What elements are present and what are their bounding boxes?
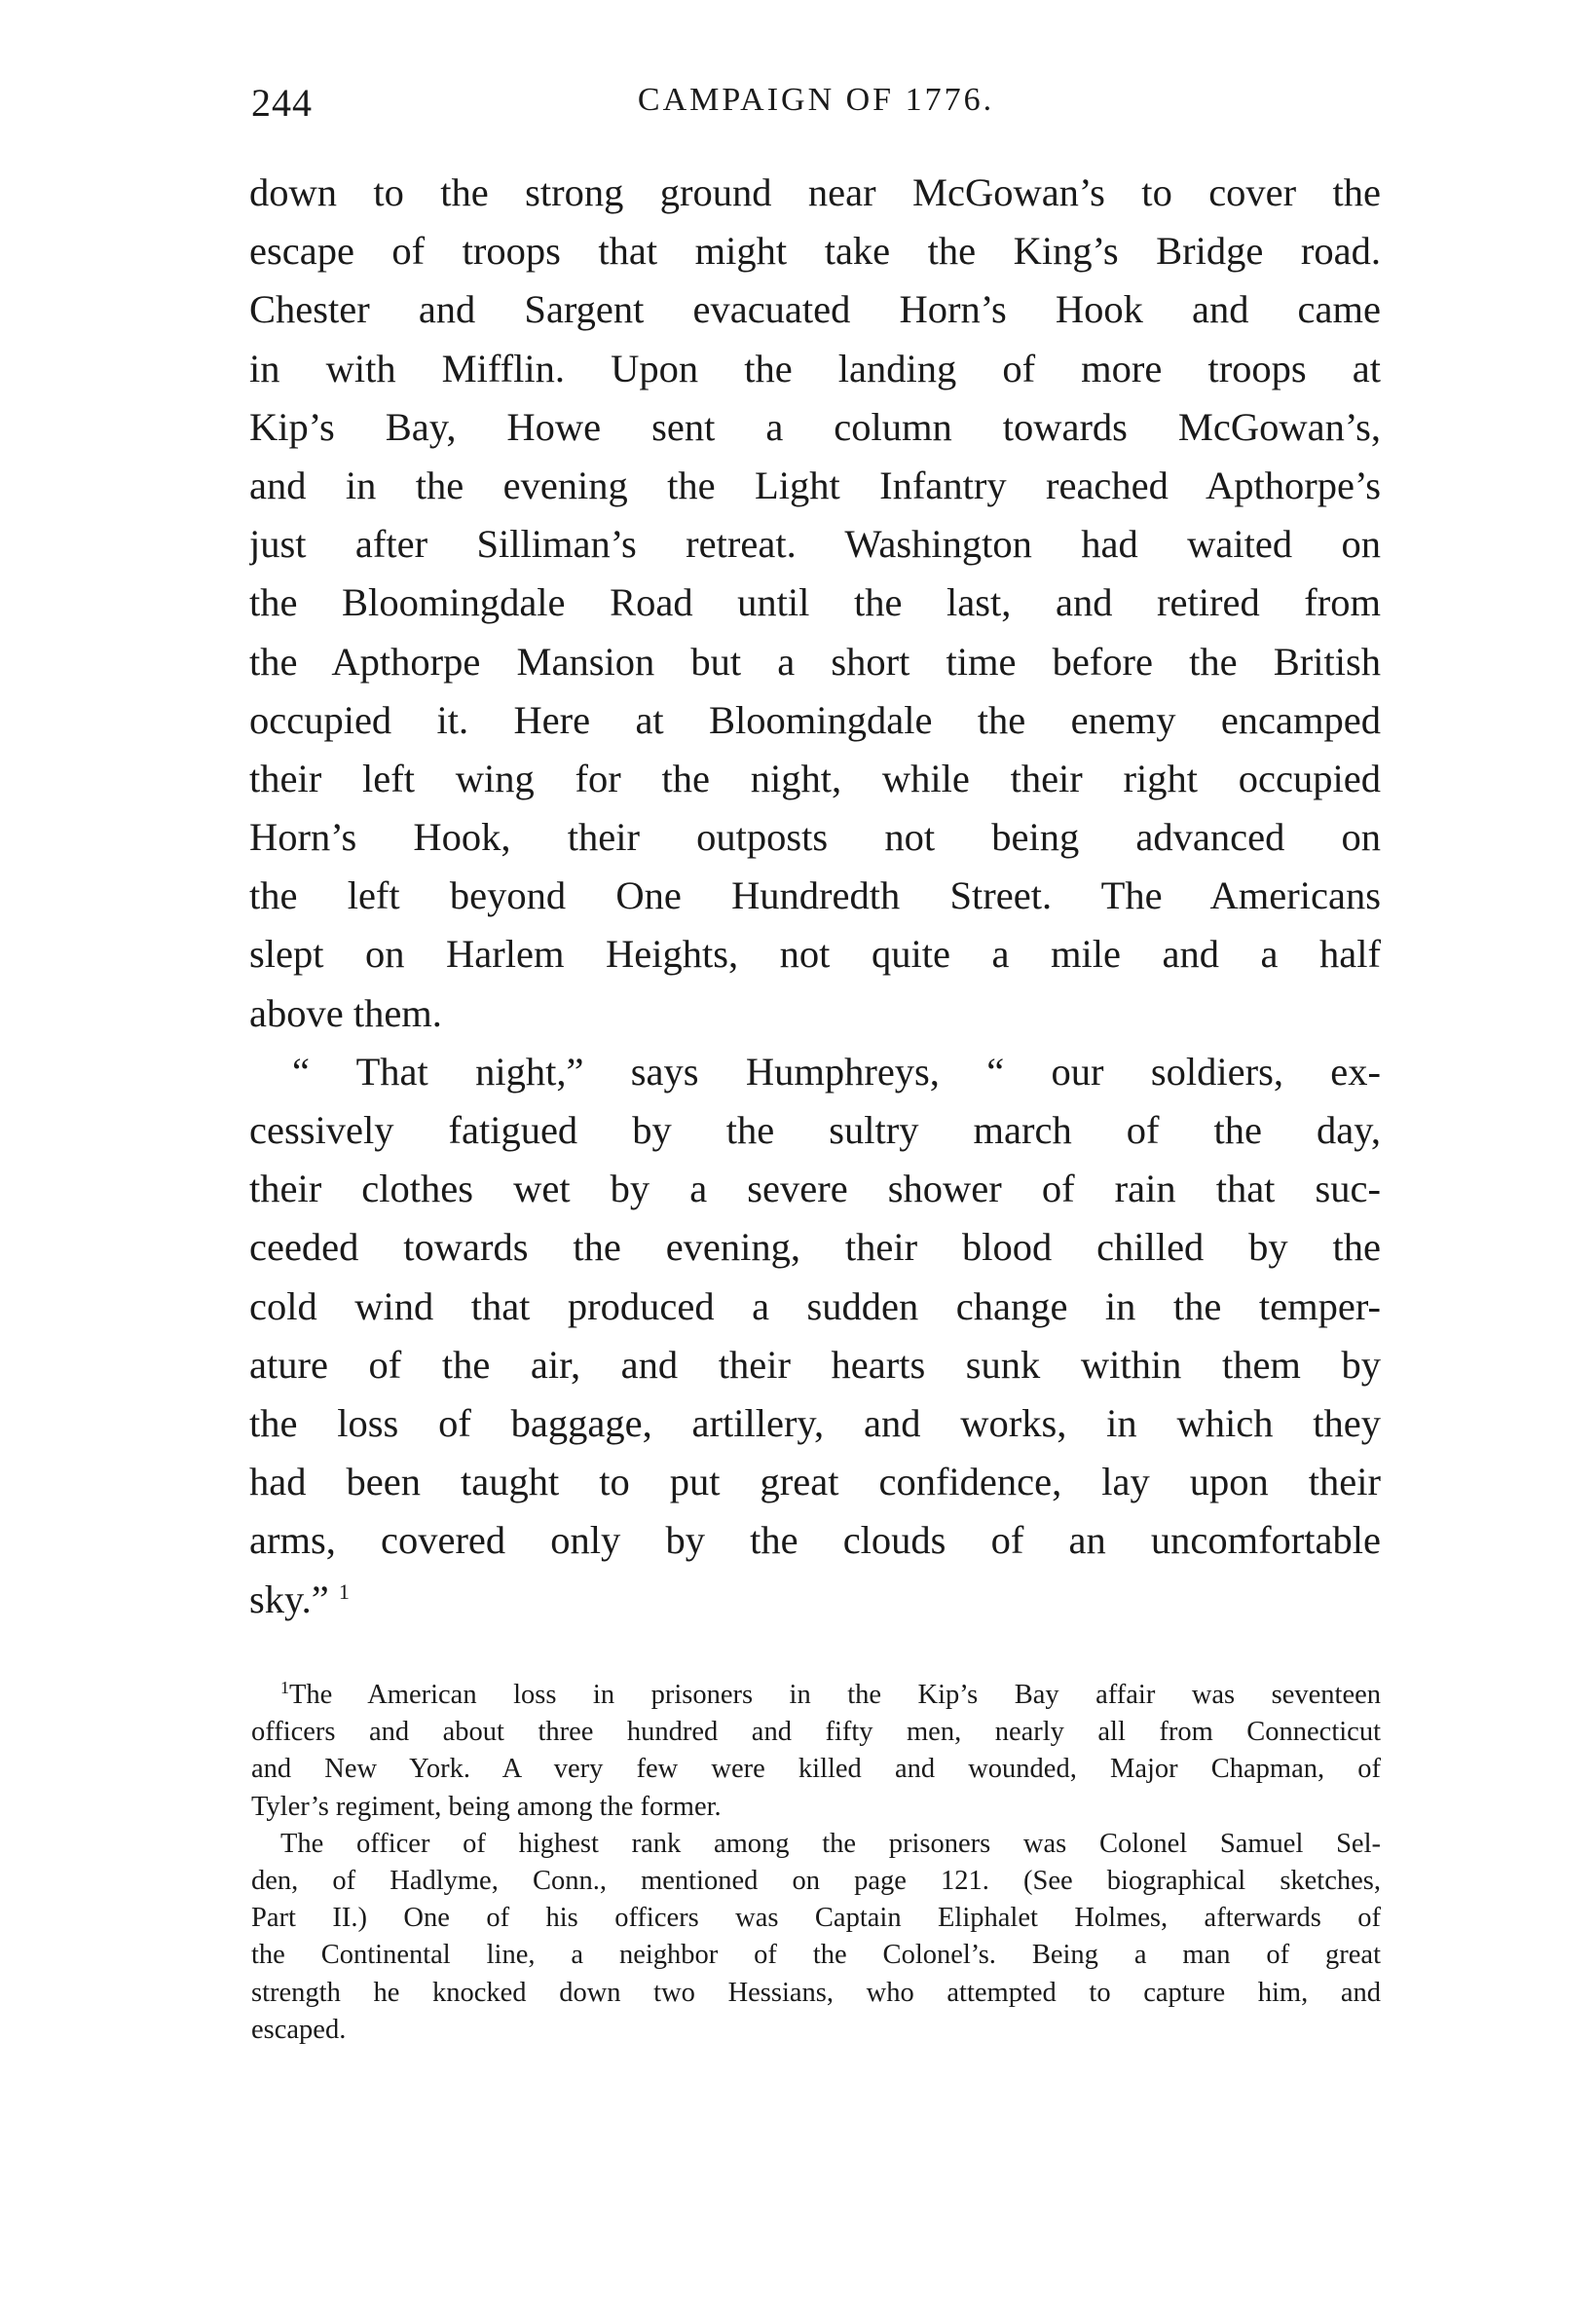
footnote-line: Part II.) One of his officers was Captain Eliphalet Holmes, afterwards of (251, 1903, 1381, 1934)
text-line: arms, covered only by the clouds of an uncomfortable (249, 1518, 1381, 1563)
text-line: cold wind that produced a sudden change in the temper- (249, 1283, 1381, 1328)
running-head (251, 80, 1381, 129)
text-line: the Bloomingdale Road until the last, and retired from (249, 580, 1381, 625)
text-line: ature of the air, and their hearts sunk within them by (249, 1342, 1381, 1387)
running-title: CAMPAIGN OF 1776. (637, 82, 995, 118)
text-line: ceeded towards the evening, their blood chilled by the (249, 1225, 1381, 1270)
text-line: the Apthorpe Mansion but a short time before the British (249, 639, 1381, 684)
footnote-line: the Continental line, a neighbor of the Colonel’s. Being a man of great (251, 1940, 1381, 1971)
text-line: cessively fatigued by the sultry march of the day, (249, 1108, 1381, 1152)
text-line: occupied it. Here at Bloomingdale the enemy encamped (249, 697, 1381, 742)
text-line: and in the evening the Light Infantry reached Apthorpe’s (249, 463, 1381, 507)
footnote-line: den, of Hadlyme, Conn., mentioned on page 121. (See biographical sketches, (251, 1865, 1381, 1896)
text-line: their clothes wet by a severe shower of rain that suc- (249, 1167, 1381, 1211)
footnote-marker: 1 (280, 1678, 289, 1697)
text-line: “ That night,” says Humphreys, “ our soldiers, ex- (292, 1049, 1381, 1094)
footnotes (251, 1677, 1381, 2049)
body-text (249, 164, 1381, 1629)
footnote-line-with-marker (251, 1677, 1381, 1714)
text-line: just after Silliman’s retreat. Washington had waited on (249, 522, 1381, 567)
text-line: Kip’s Bay, Howe sent a column towards McGowan’s, (249, 404, 1381, 449)
text-line: Horn’s Hook, their outposts not being advanced on (249, 815, 1381, 860)
text-line: escape of troops that might take the King’s Bridge road. (249, 229, 1381, 274)
footnote-line: Tyler’s regiment, being among the former. (251, 1791, 722, 1822)
text-line: their left wing for the night, while their right occupied (249, 756, 1381, 800)
footnote-line: and New York. A very few were killed and wounded, Major Chapman, of (251, 1754, 1381, 1785)
footnote-line: The American loss in prisoners in the Kip’s Bay affair was seventeen (289, 1680, 1381, 1710)
text-line: down to the strong ground near McGowan’s to cover the (249, 170, 1381, 214)
text-line: above them. (249, 990, 442, 1035)
footnote-line: The officer of highest rank among the prisoners was Colonel Samuel Sel- (280, 1828, 1381, 1859)
text-line: in with Mifflin. Upon the landing of more troops at (249, 346, 1381, 390)
text-line: had been taught to put great confidence, lay upon their (249, 1460, 1381, 1504)
footnote-line: strength he knocked down two Hessians, who attempted to capture him, and (251, 1977, 1381, 2008)
footnote-reference: 1 (338, 1578, 350, 1604)
text-line-with-footnote-ref (249, 1571, 1381, 1629)
text-line: Chester and Sargent evacuated Horn’s Hook and came (249, 287, 1381, 332)
text-line: the left beyond One Hundredth Street. The Americans (249, 873, 1381, 918)
footnote-line: officers and about three hundred and fifty men, nearly all from Connecticut (251, 1717, 1381, 1748)
text-line: sky.” (249, 1577, 329, 1621)
footnote-line: escaped. (251, 2014, 347, 2045)
page-number: 244 (251, 81, 313, 125)
text-line: slept on Harlem Heights, not quite a mile and a half (249, 932, 1381, 977)
text-line: the loss of baggage, artillery, and works, in which they (249, 1400, 1381, 1445)
